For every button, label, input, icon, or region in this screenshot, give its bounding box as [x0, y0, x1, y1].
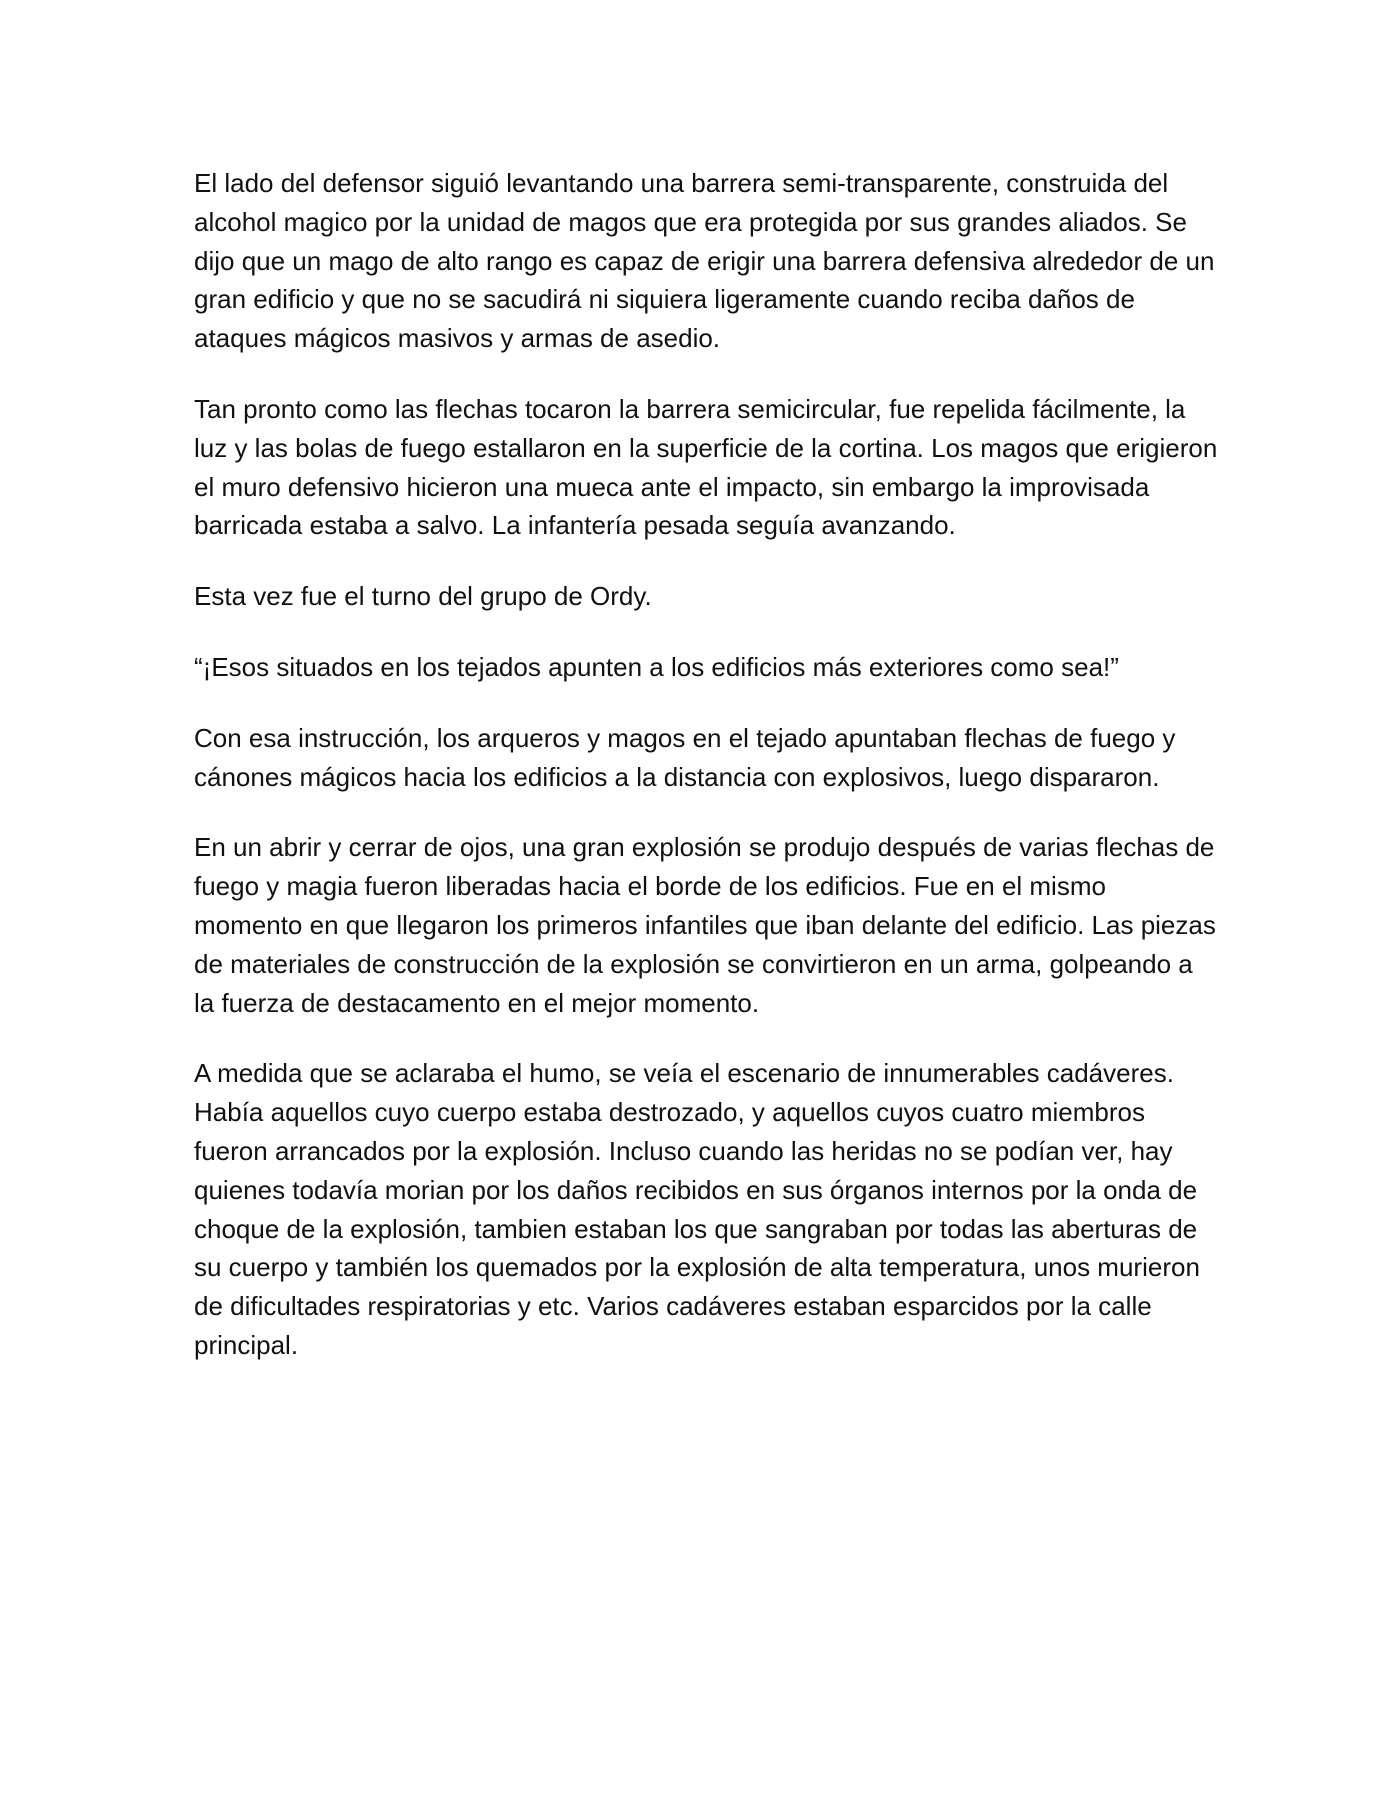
paragraph-5: Con esa instrucción, los arqueros y magos en el tejado apuntaban flechas de fuego y cánones mágicos hacia los edificios a la distancia con explosivos, luego dispararon.	[194, 722, 1176, 792]
paragraph-4: “¡Esos situados en los tejados apunten a los edificios más exteriores como sea!”	[194, 651, 1119, 682]
paragraph-7: A medida que se aclaraba el humo, se veía el escenario de innumerables cadáveres. Había aquellos cuyo cuerpo estaba destrozado, y aquellos cuyos cuatro miembros fueron arrancados por la explosión. Incluso cuando las heridas no se podían ver, hay quienes todavía morian por los daños recibidos en sus órganos internos por la onda de choque de la explosión, tambien estaban los que sangraban por todas las aberturas de su cuerpo y también los quemados por la explosión de alta temperatura, unos murieron de dificultades respiratorias y etc. Varios cadáveres estaban esparcidos por la calle principal.	[194, 1058, 1200, 1360]
paragraph-2: Tan pronto como las flechas tocaron la barrera semicircular, fue repelida fácilmente, la luz y las bolas de fuego estallaron en la superficie de la cortina. Los magos que erigieron el muro defensivo hicieron una mueca ante el impacto, sin embargo la improvisada barricada estaba a salvo. La infantería pesada seguía avanzando.	[194, 393, 1218, 541]
paragraph-6: En un abrir y cerrar de ojos, una gran explosión se produjo después de varias flechas de fuego y magia fueron liberadas hacia el borde de los edificios. Fue en el mismo momento en que llegaron los primeros infantiles que iban delante del edificio. Las piezas de materiales de construcción de la explosión se convirtieron en un arma, golpeando a la fuerza de destacamento en el mejor momento.	[194, 832, 1216, 1018]
paragraph-1: El lado del defensor siguió levantando una barrera semi-transparente, construida del alcohol magico por la unidad de magos que era protegida por sus grandes aliados. Se dijo que un mago de alto rango es capaz de erigir una barrera defensiva alrededor de un gran edificio y que no se sacudirá ni siquiera ligeramente cuando reciba daños de ataques mágicos masivos y armas de asedio.	[194, 168, 1215, 354]
document-body	[194, 164, 1219, 1397]
paragraph-3: Esta vez fue el turno del grupo de Ordy.	[194, 581, 652, 612]
